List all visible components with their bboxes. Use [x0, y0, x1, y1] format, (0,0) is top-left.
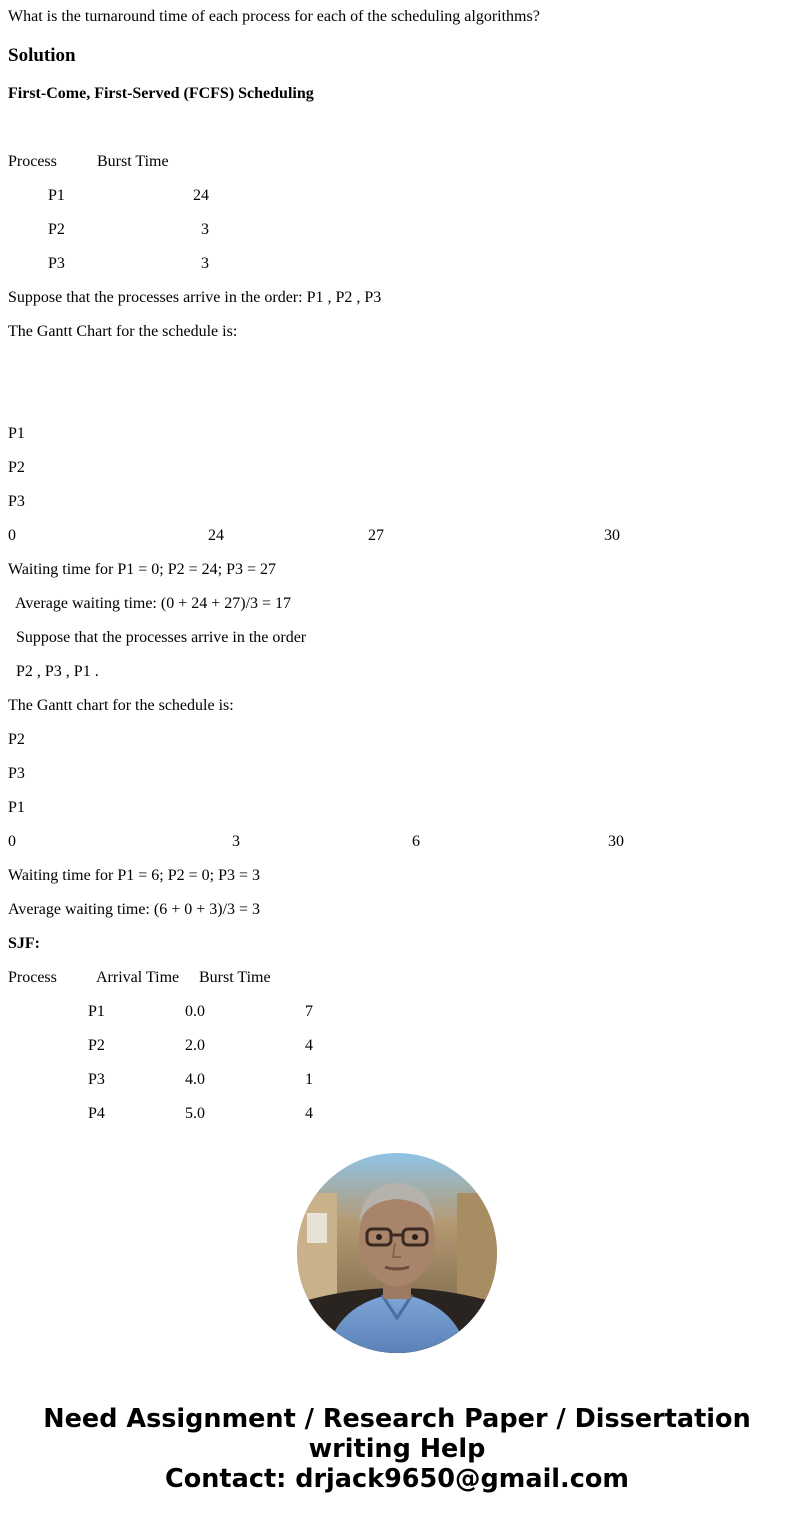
gantt1-process: P1: [8, 425, 25, 442]
arrival-order-2: Suppose that the processes arrive in the order: [16, 629, 307, 646]
gantt1-caption: The Gantt Chart for the schedule is:: [8, 323, 238, 340]
gantt2-time: 30: [608, 833, 624, 850]
sjf-row-burst: 1: [305, 1071, 313, 1088]
sjf-row-arrival: 2.0: [185, 1037, 205, 1054]
gantt2-caption: The Gantt chart for the schedule is:: [8, 697, 234, 714]
fcfs-header-process: Process: [8, 153, 57, 170]
fcfs-heading: First-Come, First-Served (FCFS) Scheduling: [8, 85, 314, 102]
gantt2-time: 0: [8, 833, 16, 850]
question-text: What is the turnaround time of each process for each of the scheduling algorithms?: [8, 8, 540, 25]
sjf-heading: SJF:: [8, 935, 40, 952]
fcfs-row-process: P2: [48, 221, 65, 238]
sjf-row-arrival: 4.0: [185, 1071, 205, 1088]
solution-heading: Solution: [8, 45, 76, 66]
promo-line: writing Help: [308, 1434, 486, 1464]
promo-contact: Contact: drjack9650@gmail.com: [165, 1464, 629, 1494]
sjf-row-arrival: 0.0: [185, 1003, 205, 1020]
sjf-header-arrival: Arrival Time: [96, 969, 180, 986]
gantt1-process: P2: [8, 459, 25, 476]
gantt1-time: 0: [8, 527, 16, 544]
gantt1-process: P3: [8, 493, 25, 510]
gantt2-process: P3: [8, 765, 25, 782]
sjf-row-burst: 4: [305, 1037, 313, 1054]
promo-banner: [0, 1404, 794, 1494]
sjf-header-process: Process: [8, 969, 57, 986]
gantt1-time: 27: [368, 527, 384, 544]
sjf-row-process: P1: [88, 1003, 105, 1020]
fcfs-row-burst: 3: [201, 221, 209, 238]
gantt2-process: P1: [8, 799, 25, 816]
average-waiting-2: Average waiting time: (6 + 0 + 3)/3 = 3: [8, 901, 261, 918]
sjf-row-arrival: 5.0: [185, 1105, 205, 1122]
arrival-order-2-list: P2 , P3 , P1 .: [16, 663, 99, 680]
gantt2-time: 6: [412, 833, 420, 850]
fcfs-row-process: P3: [48, 255, 65, 272]
fcfs-row-process: P1: [48, 187, 65, 204]
waiting-time-1: Waiting time for P1 = 0; P2 = 24; P3 = 27: [8, 561, 277, 578]
sjf-row-process: P4: [88, 1105, 105, 1122]
promo-line: Need Assignment / Research Paper / Dissertation: [43, 1404, 751, 1434]
gantt2-process: P2: [8, 731, 25, 748]
fcfs-header-burst: Burst Time: [97, 153, 169, 170]
arrival-order-1: Suppose that the processes arrive in the order: P1 , P2 , P3: [8, 289, 382, 306]
gantt1-time: 24: [208, 527, 224, 544]
author-avatar: [297, 1153, 497, 1353]
sjf-row-burst: 7: [305, 1003, 313, 1020]
waiting-time-2: Waiting time for P1 = 6; P2 = 0; P3 = 3: [8, 867, 261, 884]
sjf-row-process: P2: [88, 1037, 105, 1054]
average-waiting-1: Average waiting time: (0 + 24 + 27)/3 = 17: [15, 595, 292, 612]
gantt2-time: 3: [232, 833, 240, 850]
fcfs-row-burst: 3: [201, 255, 209, 272]
sjf-header-burst: Burst Time: [199, 969, 271, 986]
sjf-row-process: P3: [88, 1071, 105, 1088]
fcfs-row-burst: 24: [193, 187, 209, 204]
gantt1-time: 30: [604, 527, 620, 544]
sjf-row-burst: 4: [305, 1105, 313, 1122]
